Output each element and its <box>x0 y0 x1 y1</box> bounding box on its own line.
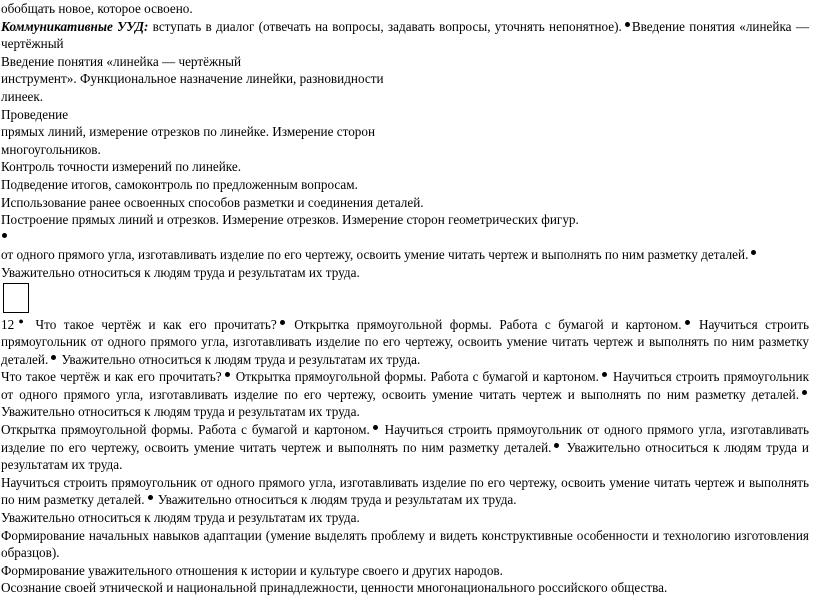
bullet-icon <box>51 355 56 360</box>
bullet-icon <box>685 320 690 325</box>
repeat-goal: Научиться строить прямоугольник от одного прямого угла, изготавливать изделие по его чертежу, освоить умение читать чертеж и выполнять по ним разметку деталей. <box>1 422 809 455</box>
communicative-text: вступать в диалог (отвечать на вопросы, задавать вопросы, уточнять непонятное). <box>148 18 622 34</box>
bullet-icon <box>625 22 630 27</box>
lesson-paragraph <box>1 313 809 369</box>
text-line: Контроль точности измерений по линейке. <box>1 159 242 175</box>
repeat-topic: Открытка прямоугольной формы. Работа с бумагой и картоном. <box>1 422 370 438</box>
small-bullet-icon: ● <box>14 315 29 326</box>
bullet-icon <box>280 320 285 325</box>
lesson-number: 12 <box>1 316 15 332</box>
text-line: Уважительно относиться к людям труда и результатам их труда. <box>1 510 360 526</box>
bullet-icon <box>2 233 7 238</box>
repeat-paragraph <box>1 421 809 474</box>
text-line: Формирование уважительного отношения к истории и культуре своего и других народов. <box>1 562 503 578</box>
repeat-topic: Открытка прямоугольной формы. Работа с бумагой и картоном. <box>231 369 599 385</box>
text-line: прямых линий, измерение отрезков по линейке. Измерение сторон <box>1 124 376 140</box>
communicative-tail: Введение понятия «линейка — чертёжный <box>1 18 810 52</box>
repeat-goal: Научиться строить прямоугольник от одного прямого угла, изготавливать изделие по его чертежу, освоить умение читать чертеж и выполнять по ним разметку деталей. <box>1 474 809 508</box>
goal-paragraph <box>1 246 809 281</box>
text-paragraph: Формирование начальных навыков адаптации (умение выделять проблему и видеть конструктивные особенности и технологию изготовления образцов). <box>1 527 809 561</box>
text-line: инструмент». Функциональное назначение линейки, разновидности <box>1 71 384 87</box>
bullet-icon <box>602 372 607 377</box>
repeat-attitude: Уважительно относиться к людям труда и результатам их труда. <box>1 439 809 473</box>
bullet-icon <box>225 372 230 377</box>
lesson-question: Что такое чертёж и как его прочитать? <box>35 316 277 332</box>
bullet-icon <box>751 250 756 255</box>
communicative-paragraph <box>1 18 809 53</box>
repeat-attitude: Уважительно относиться к людям труда и результатам их труда. <box>154 492 517 508</box>
lesson-goal: Научиться строить прямоугольник от одного прямого угла, изготавливать изделие по его чертежу, освоить умение читать чертеж и выполнять по ним разметку деталей. <box>1 316 809 367</box>
lesson-attitude: Уважительно относиться к людям труда и результатам их труда. <box>58 351 421 367</box>
text-line: обобщать новое, которое освоено. <box>1 1 193 16</box>
repeat-question: Что такое чертёж и как его прочитать? <box>1 369 222 385</box>
empty-cell-box <box>3 283 29 313</box>
goal-text: от одного прямого угла, изготавливать изделие по его чертежу, освоить умение читать чертеж и выполнять по ним разметку деталей. <box>1 247 749 263</box>
communicative-label: Коммуникативные УУД: <box>1 18 149 34</box>
text-line: Введение понятия «линейка — чертёжный <box>1 53 242 69</box>
bullet-icon <box>554 443 559 448</box>
text-line: Проведение <box>1 106 69 122</box>
repeat-goal: Научиться строить прямоугольник от одного прямого угла, изготавливать изделие по его чертежу, освоить умение читать чертеж и выполнять по ним разметку деталей. <box>1 369 809 402</box>
attitude-text: Уважительно относиться к людям труда и результатам их труда. <box>1 264 360 280</box>
bullet-icon <box>802 390 807 395</box>
bullet-line <box>1 229 809 247</box>
text-line: Осознание своей этнической и национальной принадлежности, ценности многонационального российского общества. <box>1 580 668 596</box>
text-line: линеек. <box>1 88 44 104</box>
repeat-attitude: Уважительно относиться к людям труда и результатам их труда. <box>1 404 360 420</box>
bullet-icon <box>373 425 378 430</box>
bullet-icon <box>148 495 153 500</box>
text-line: Использование ранее освоенных способов разметки и соединения деталей. <box>1 194 424 210</box>
lesson-topic: Открытка прямоугольной формы. Работа с бумагой и картоном. <box>286 316 682 332</box>
text-line: Подведение итогов, самоконтроль по предложенным вопросам. <box>1 176 358 192</box>
repeat-paragraph <box>1 368 809 421</box>
repeat-paragraph <box>1 474 809 509</box>
text-line: многоугольников. <box>1 141 101 157</box>
text-line: Построение прямых линий и отрезков. Измерение отрезков. Измерение сторон геометрических фигур. <box>1 212 579 228</box>
